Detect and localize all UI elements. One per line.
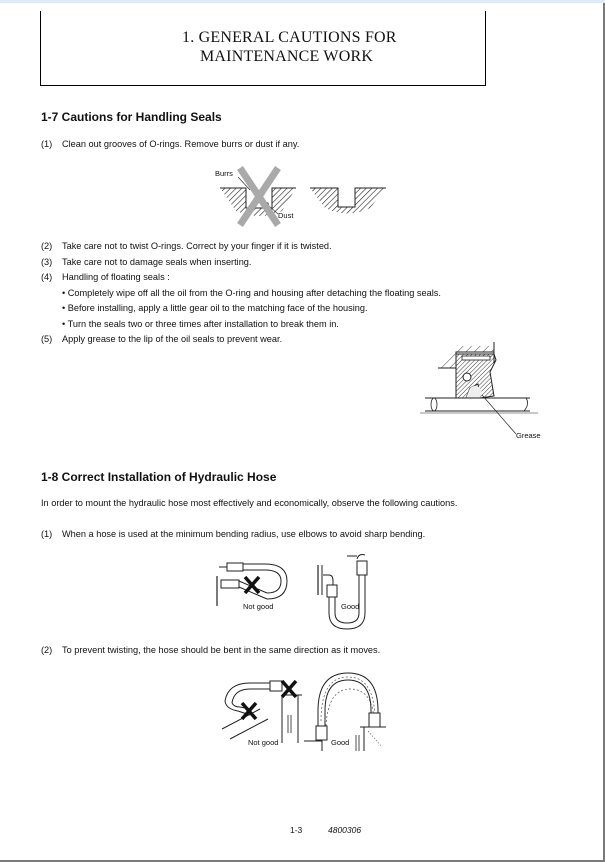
document-code: 4800306 bbox=[328, 825, 362, 835]
chapter-title-line-1: 1. GENERAL CAUTIONS FOR bbox=[182, 29, 397, 46]
groove-figure bbox=[210, 163, 390, 228]
item-number: (4) bbox=[41, 272, 53, 282]
grease-label: Grease bbox=[516, 431, 541, 440]
item-number: (5) bbox=[41, 334, 53, 344]
item-number: (3) bbox=[41, 257, 53, 267]
section-heading-1-7: 1-7 Cautions for Handling Seals bbox=[41, 110, 222, 124]
floating-seal-bullet-1: • Completely wipe off all the oil from the O-ring and housing after detaching the floating seals. bbox=[62, 288, 441, 298]
item-text: Apply grease to the lip of the oil seals to prevent wear. bbox=[62, 334, 283, 344]
good-label-2: Good bbox=[331, 738, 350, 747]
good-label-1: Good bbox=[341, 602, 360, 611]
hose-twisting-figure bbox=[220, 671, 390, 753]
seal-item-5 bbox=[41, 334, 282, 344]
item-text: When a hose is used at the minimum bending radius, use elbows to avoid sharp bending. bbox=[62, 529, 426, 539]
seal-item-3 bbox=[41, 257, 251, 267]
chapter-title-box bbox=[40, 11, 486, 86]
document-page bbox=[0, 3, 605, 862]
chapter-title-line-2: MAINTENANCE WORK bbox=[200, 48, 374, 65]
item-number: (1) bbox=[41, 139, 53, 149]
hose-item-1 bbox=[41, 529, 425, 539]
seal-item-1 bbox=[41, 139, 299, 149]
item-text: Take care not to twist O-rings. Correct by your finger if it is twisted. bbox=[62, 241, 332, 251]
oil-seal-figure bbox=[420, 338, 555, 438]
seal-item-4 bbox=[41, 272, 170, 282]
item-text: Handling of floating seals : bbox=[62, 272, 170, 282]
burrs-label: Burrs bbox=[215, 169, 233, 178]
hose-bending-figure bbox=[215, 551, 385, 636]
not-good-label-2: Not good bbox=[248, 738, 279, 747]
clean-groove bbox=[310, 188, 386, 214]
hose-intro: In order to mount the hydraulic hose most effectively and economically, observe the following cautions. bbox=[41, 498, 458, 508]
cross-mark-icon bbox=[242, 681, 296, 719]
item-text: Take care not to damage seals when inserting. bbox=[62, 257, 252, 267]
page-number: 1-3 bbox=[290, 825, 303, 835]
item-text: To prevent twisting, the hose should be bent in the same direction as it moves. bbox=[62, 645, 381, 655]
seal-item-2 bbox=[41, 241, 332, 251]
section-heading-1-8: 1-8 Correct Installation of Hydraulic Hose bbox=[41, 470, 277, 484]
floating-seal-bullet-3: • Turn the seals two or three times after installation to break them in. bbox=[62, 319, 339, 329]
hose-item-2 bbox=[41, 645, 380, 655]
dust-label: Dust bbox=[278, 211, 294, 220]
item-number: (2) bbox=[41, 241, 53, 251]
item-text: Clean out grooves of O-rings. Remove burrs or dust if any. bbox=[62, 139, 300, 149]
not-good-label-1: Not good bbox=[243, 602, 274, 611]
floating-seal-bullet-2: • Before installing, apply a little gear oil to the matching face of the housing. bbox=[62, 303, 368, 313]
item-number: (2) bbox=[41, 645, 53, 655]
hose-with-elbows bbox=[318, 555, 367, 630]
item-number: (1) bbox=[41, 529, 53, 539]
